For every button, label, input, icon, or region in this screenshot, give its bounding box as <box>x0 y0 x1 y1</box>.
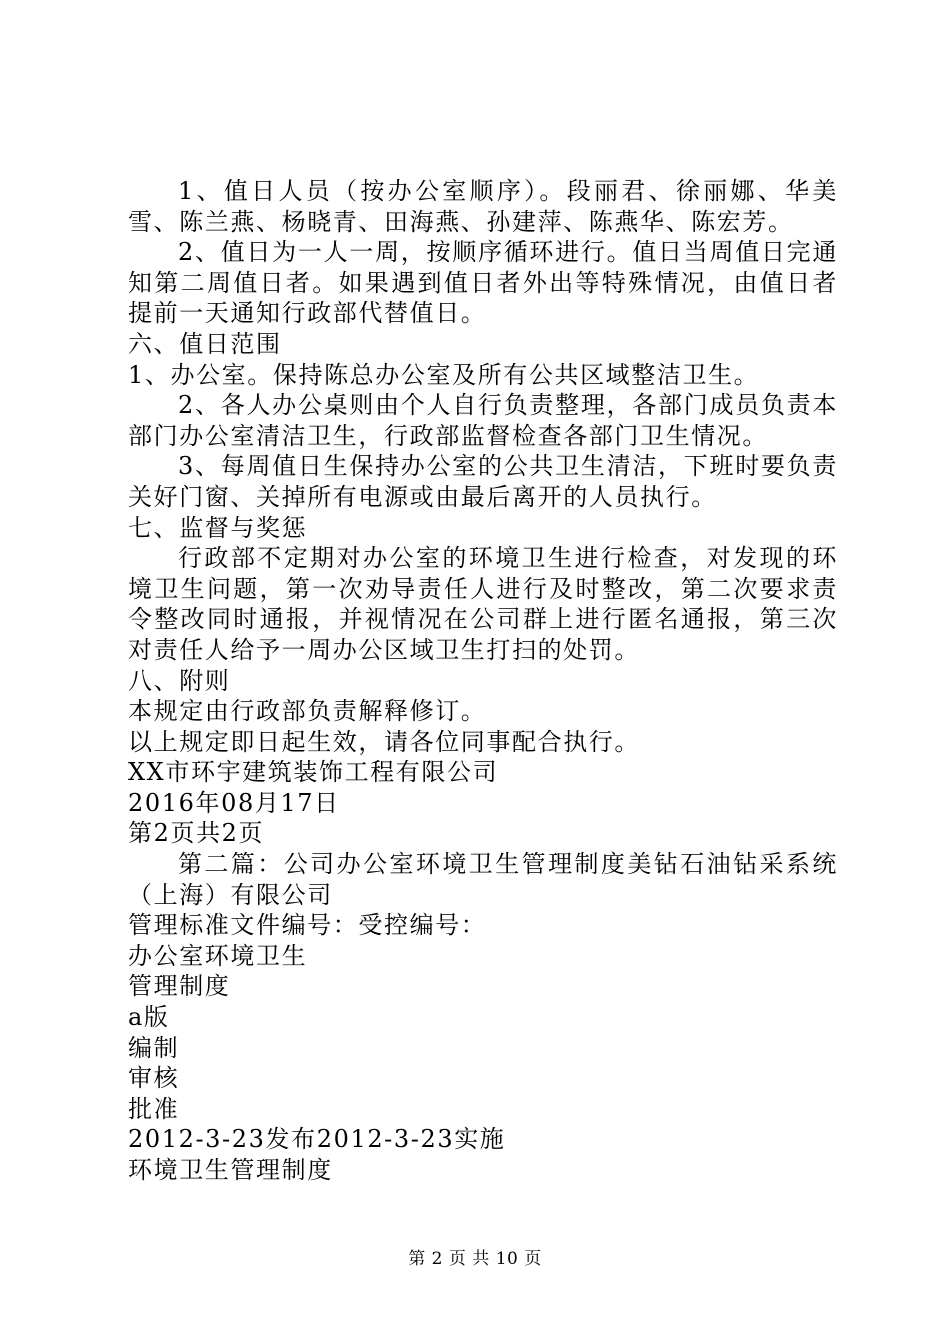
cover-title-line-2: 管理制度 <box>128 972 231 1001</box>
paragraph-scope-desks: 2、各人办公桌则由个人自行负责整理，各部门成员负责本部门办公室清洁卫生，行政部监督检查各部门卫生情况。 <box>128 391 838 450</box>
section-heading-supervision: 七、监督与奖惩 <box>128 513 308 542</box>
company-name: XX市环宇建筑装饰工程有限公司 <box>128 758 499 787</box>
inner-page-label: 第2页共2页 <box>128 819 265 848</box>
second-article-title: 第二篇：公司办公室环境卫生管理制度美钻石油钻采系统（上海）有限公司 <box>128 850 838 909</box>
reviewed-by-label: 审核 <box>128 1064 180 1093</box>
paragraph-duty-staff: 1、值日人员（按办公室顺序）。段丽君、徐丽娜、华美雪、陈兰燕、杨晓青、田海燕、孙建萍、陈燕华、陈宏芳。 <box>128 177 838 236</box>
paragraph-supervision: 行政部不定期对办公室的环境卫生进行检查，对发现的环境卫生问题，第一次劝导责任人进行及时整改，第二次要求责令整改同时通报，并视情况在公司群上进行匿名通报，第三次对责任人给予一周办公区域卫生打扫的处罚。 <box>128 544 838 664</box>
cover-title-line-1: 办公室环境卫生 <box>128 941 308 970</box>
section-heading-duty-scope: 六、值日范围 <box>128 329 282 358</box>
paragraph-duty-rotation: 2、值日为一人一周，按顺序循环进行。值日当周值日完通知第二周值日者。如果遇到值日者外出等特殊情况，由值日者提前一天通知行政部代替值日。 <box>128 238 838 328</box>
version-label: a版 <box>128 1003 170 1032</box>
prepared-by-label: 编制 <box>128 1033 180 1062</box>
paragraph-interpretation: 本规定由行政部负责解释修订。 <box>128 697 487 726</box>
paragraph-scope-office: 1、办公室。保持陈总办公室及所有公共区域整洁卫生。 <box>128 360 760 389</box>
section-heading-appendix: 八、附则 <box>128 666 231 695</box>
paragraph-scope-weekly: 3、每周值日生保持办公室的公共卫生清洁，下班时要负责关好门窗、关掉所有电源或由最后离开的人员执行。 <box>128 452 838 511</box>
release-dates: 2012-3-23发布2012-3-23实施 <box>128 1125 506 1154</box>
regulation-title: 环境卫生管理制度 <box>128 1156 333 1184</box>
document-date: 2016年08月17日 <box>128 788 340 817</box>
document-body <box>128 176 838 1186</box>
file-number-label: 管理标准文件编号：受控编号： <box>128 911 487 940</box>
paragraph-effective: 以上规定即日起生效，请各位同事配合执行。 <box>128 727 640 756</box>
approved-by-label: 批准 <box>128 1094 180 1123</box>
page-footer: 第 2 页 共 10 页 <box>408 1249 542 1269</box>
